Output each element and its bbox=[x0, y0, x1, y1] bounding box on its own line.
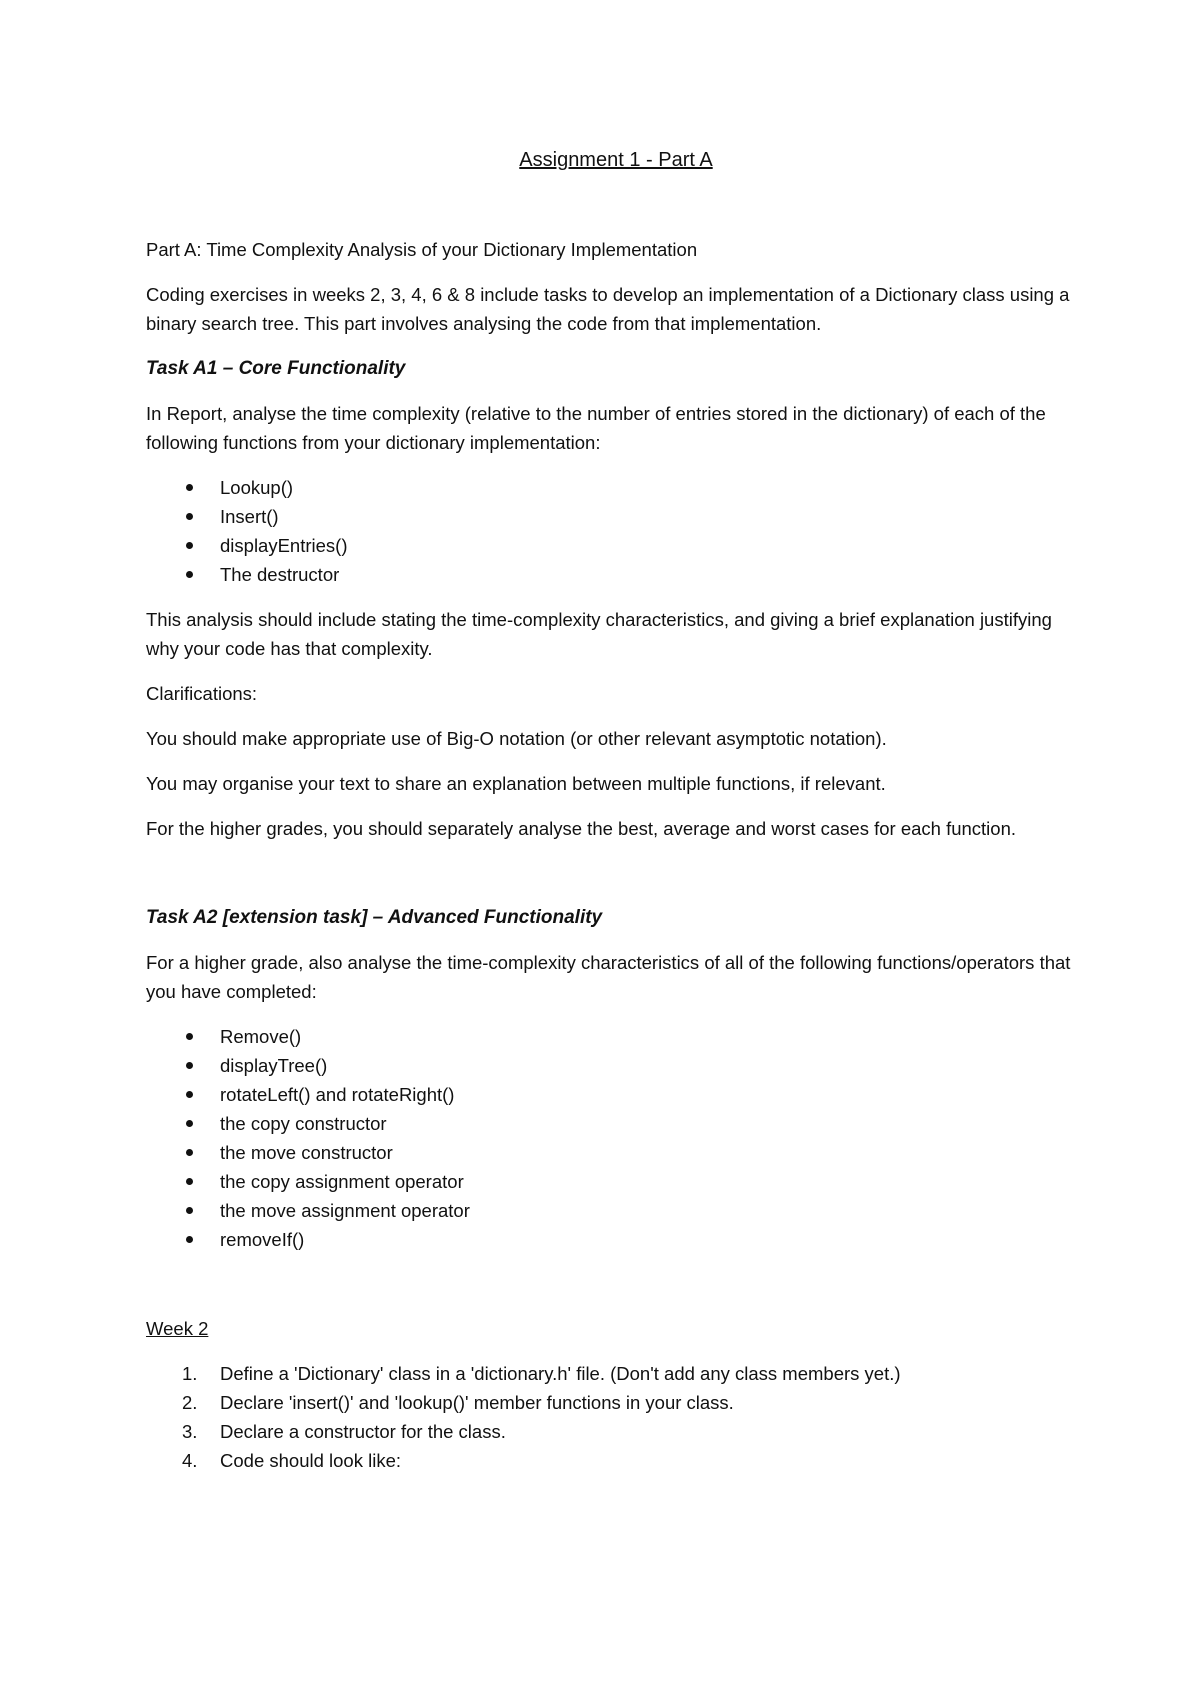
list-item bbox=[146, 1196, 1086, 1225]
list-item-label: the move assignment operator bbox=[220, 1200, 470, 1221]
list-item-label: Lookup() bbox=[220, 477, 294, 498]
step-number: 2. bbox=[182, 1392, 198, 1413]
step-text: Define a 'Dictionary' class in a 'dictionary.h' file. (Don't add any class members yet.) bbox=[220, 1363, 901, 1384]
list-item-label: Remove() bbox=[220, 1026, 302, 1047]
task-a2-function-list bbox=[146, 1022, 1086, 1254]
list-item bbox=[146, 1022, 1086, 1051]
bullet-icon bbox=[186, 1236, 193, 1243]
bullet-icon bbox=[186, 571, 193, 578]
step-number: 4. bbox=[182, 1450, 198, 1471]
list-item bbox=[146, 1080, 1086, 1109]
bullet-icon bbox=[186, 484, 193, 491]
task-a1-function-list bbox=[146, 473, 1086, 589]
list-item-label: The destructor bbox=[220, 564, 340, 585]
list-item bbox=[146, 1446, 1086, 1475]
part-heading: Part A: Time Complexity Analysis of your Dictionary Implementation bbox=[146, 239, 698, 260]
bullet-icon bbox=[186, 1062, 193, 1069]
bullet-icon bbox=[186, 1207, 193, 1214]
list-item bbox=[146, 1417, 1086, 1446]
bullet-icon bbox=[186, 1120, 193, 1127]
clarifications-label: Clarifications: bbox=[146, 683, 258, 704]
document-title: Assignment 1 - Part A bbox=[519, 149, 713, 171]
step-number: 3. bbox=[182, 1421, 198, 1442]
clarification-higher-grades: For the higher grades, you should separately analyse the best, average and worst cases for each function. bbox=[146, 818, 1017, 839]
list-item-label: rotateLeft() and rotateRight() bbox=[220, 1084, 455, 1105]
bullet-icon bbox=[186, 1178, 193, 1185]
step-text: Declare 'insert()' and 'lookup()' member functions in your class. bbox=[220, 1392, 734, 1413]
list-item bbox=[146, 1109, 1086, 1138]
list-item-label: the copy constructor bbox=[220, 1113, 387, 1134]
task-a1-description: In Report, analyse the time complexity (relative to the number of entries stored in the dictionary) of each of the following functions from your dictionary implementation: bbox=[146, 403, 1046, 453]
list-item bbox=[146, 1051, 1086, 1080]
list-item bbox=[146, 502, 1086, 531]
list-item bbox=[146, 473, 1086, 502]
clarification-shared-explanation: You may organise your text to share an explanation between multiple functions, if relevant. bbox=[146, 773, 886, 794]
list-item-label: displayEntries() bbox=[220, 535, 348, 556]
list-item bbox=[146, 560, 1086, 589]
step-text: Code should look like: bbox=[220, 1450, 401, 1471]
task-a1-heading: Task A1 – Core Functionality bbox=[146, 358, 406, 379]
document-content bbox=[146, 146, 1086, 1475]
list-item bbox=[146, 1138, 1086, 1167]
list-item bbox=[146, 1225, 1086, 1254]
task-a2-description: For a higher grade, also analyse the time-complexity characteristics of all of the following functions/operators that you have completed: bbox=[146, 952, 1071, 1002]
bullet-icon bbox=[186, 542, 193, 549]
bullet-icon bbox=[186, 1091, 193, 1098]
list-item-label: removeIf() bbox=[220, 1229, 305, 1250]
intro-paragraph: Coding exercises in weeks 2, 3, 4, 6 & 8 include tasks to develop an implementation of a Dictionary class using a binary search tree. This part involves analysing the code from that implementation. bbox=[146, 284, 1070, 334]
bullet-icon bbox=[186, 513, 193, 520]
list-item bbox=[146, 1388, 1086, 1417]
step-number: 1. bbox=[182, 1363, 198, 1384]
week-2-heading: Week 2 bbox=[146, 1318, 209, 1339]
week-2-steps bbox=[146, 1359, 1086, 1475]
bullet-icon bbox=[186, 1149, 193, 1156]
task-a2-heading: Task A2 [extension task] – Advanced Functionality bbox=[146, 907, 603, 928]
list-item-label: displayTree() bbox=[220, 1055, 328, 1076]
bullet-icon bbox=[186, 1033, 193, 1040]
list-item bbox=[146, 531, 1086, 560]
list-item bbox=[146, 1167, 1086, 1196]
list-item-label: Insert() bbox=[220, 506, 279, 527]
clarification-big-o: You should make appropriate use of Big-O notation (or other relevant asymptotic notation). bbox=[146, 728, 887, 749]
list-item-label: the move constructor bbox=[220, 1142, 393, 1163]
task-a1-analysis-note: This analysis should include stating the time-complexity characteristics, and giving a brief explanation justifying why your code has that complexity. bbox=[146, 609, 1052, 659]
list-item-label: the copy assignment operator bbox=[220, 1171, 464, 1192]
step-text: Declare a constructor for the class. bbox=[220, 1421, 506, 1442]
list-item bbox=[146, 1359, 1086, 1388]
